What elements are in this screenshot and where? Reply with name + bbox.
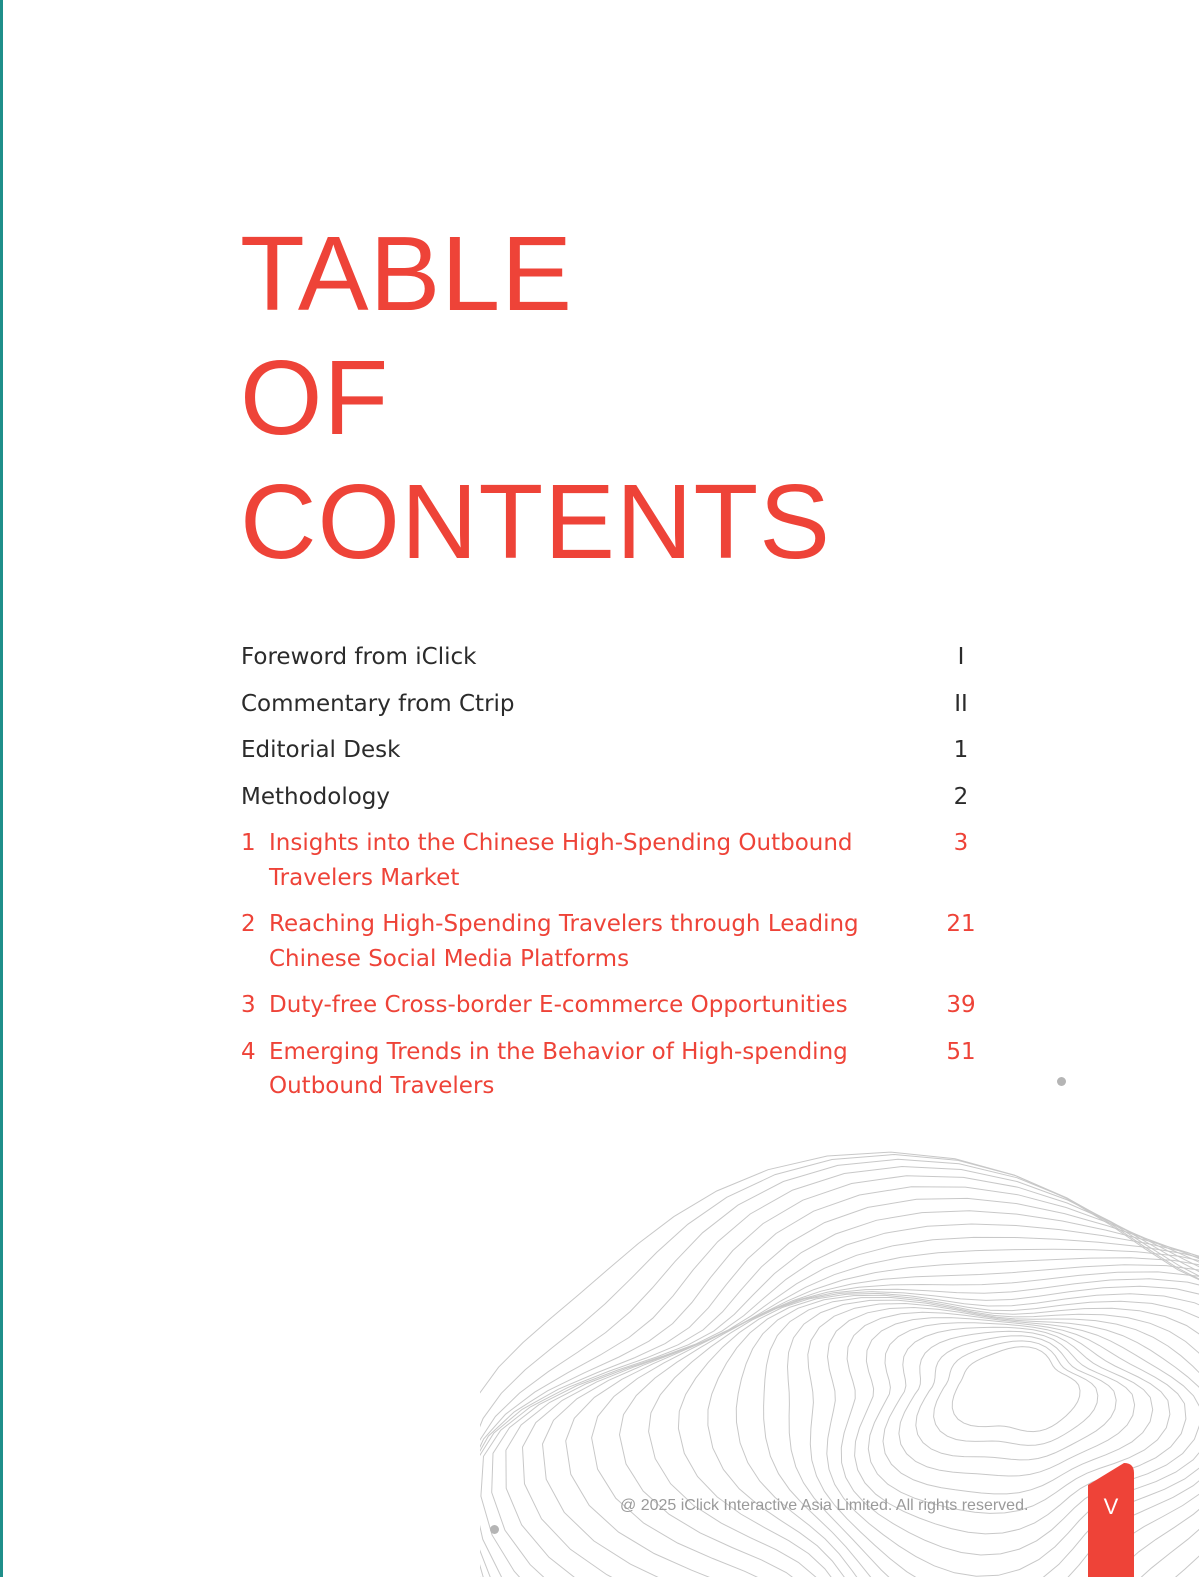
toc-entry-title: Foreword from iClick <box>241 644 477 670</box>
toc-entry-page: 21 <box>946 911 976 937</box>
contour-line <box>841 1312 1199 1555</box>
toc-entry-page: 1 <box>953 737 969 763</box>
toc-entry[interactable] <box>241 988 991 1023</box>
toc-entry[interactable] <box>241 687 991 722</box>
decorative-dot <box>490 1525 499 1534</box>
page-number-tab <box>1088 1463 1134 1577</box>
toc-entry-title: Insights into the Chinese High-Spending Outbound Travelers Market <box>269 830 853 891</box>
toc-entry[interactable] <box>241 907 991 976</box>
toc-entry[interactable] <box>241 780 991 815</box>
toc-entry[interactable] <box>241 733 991 768</box>
toc-entry-title: Methodology <box>241 783 391 810</box>
toc-entry-page: 51 <box>946 1038 976 1065</box>
toc-entry-number: 2 <box>241 911 256 937</box>
contour-line <box>788 1300 1199 1577</box>
toc-entry-page: 2 <box>953 783 969 810</box>
toc-entry-title: Commentary from Ctrip <box>241 690 515 717</box>
title-line: CONTENTS <box>240 463 831 581</box>
toc-list <box>241 640 991 1116</box>
title-line: TABLE <box>240 215 573 333</box>
toc-entry-number: 1 <box>241 830 256 856</box>
toc-entry-title: Editorial Desk <box>241 737 401 763</box>
toc-entry[interactable] <box>241 826 991 895</box>
decorative-dot <box>1057 1077 1066 1086</box>
left-edge-stripe <box>0 0 3 1577</box>
page-number: V <box>1103 1494 1119 1519</box>
toc-entry-page: I <box>957 644 965 670</box>
toc-entry-number: 3 <box>241 992 256 1018</box>
toc-entry-page: II <box>954 690 968 717</box>
contour-line <box>916 1336 1116 1460</box>
title-line: OF <box>240 339 390 457</box>
toc-entry-title: Emerging Trends in the Behavior of High-spending Outbound Travelers <box>269 1038 848 1099</box>
contour-line <box>952 1347 1080 1432</box>
page-title <box>240 212 831 584</box>
toc-entry-title: Duty-free Cross-border E-commerce Opportunities <box>269 992 848 1018</box>
footer-copyright: @ 2025 iClick Interactive Asia Limited. All rights reserved. <box>620 1497 1029 1514</box>
toc-entry-number: 4 <box>241 1038 256 1065</box>
toc-entry-page: 39 <box>946 992 976 1018</box>
contour-line <box>899 1331 1135 1476</box>
toc-entry-page: 3 <box>953 830 969 856</box>
toc-entry-title: Reaching High-Spending Travelers through Leading Chinese Social Media Platforms <box>269 911 859 972</box>
toc-entry[interactable] <box>241 640 991 675</box>
